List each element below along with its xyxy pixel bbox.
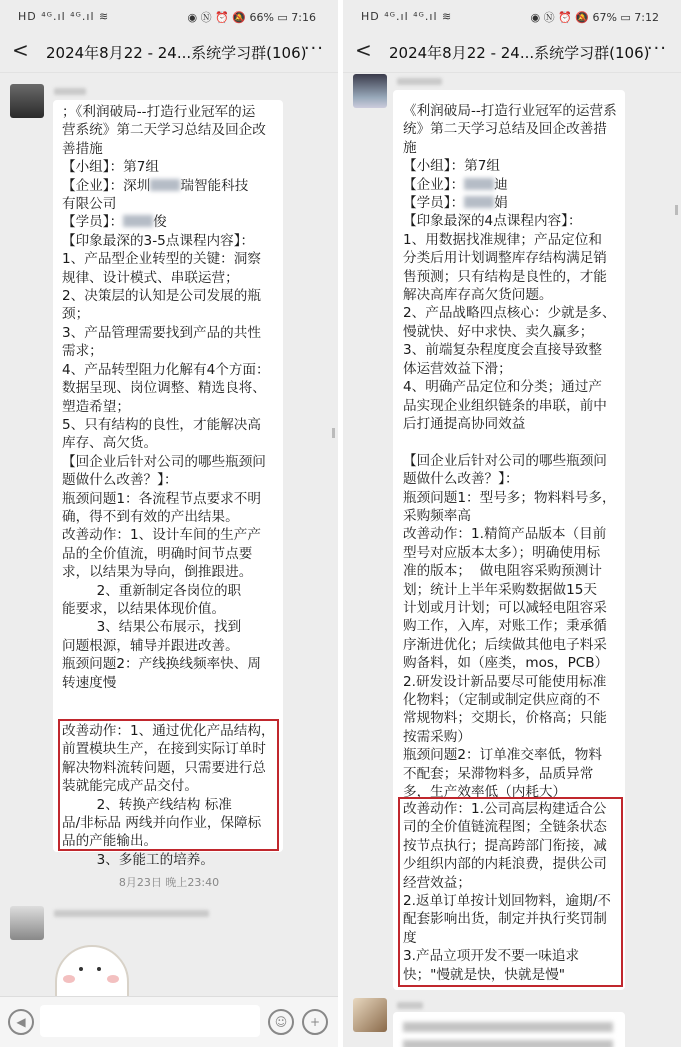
text-line: 品的全价值流，明确时间节点要 <box>62 545 253 562</box>
more-icon[interactable]: ··· <box>646 38 667 59</box>
text-line: 转速度慢 <box>62 674 117 691</box>
text-line: 【回企业后针对公司的哪些瓶颈问 <box>62 453 266 470</box>
text-line: 【回企业后针对公司的哪些瓶颈问 <box>403 452 607 469</box>
text-line: 改善动作：1.公司高层构建适合公 <box>403 801 607 817</box>
text-line: 确，得不到有效的产出结果。 <box>62 508 239 525</box>
text-line: 配套影响出货，制定并执行奖罚制 <box>403 911 607 928</box>
back-icon[interactable]: < <box>355 38 372 62</box>
text-line: 装就能完成产品交付。 <box>62 778 198 795</box>
line-text: 【学员】： <box>403 195 465 212</box>
text-line: 分类后用计划调整库存结构满足销 <box>403 250 607 267</box>
text-line: 瓶颈问题1：型号多；物料料号多， <box>403 489 616 506</box>
plus-icon[interactable]: + <box>302 1009 328 1035</box>
text-line: 1、用数据找准规律；产品定位和 <box>403 231 602 248</box>
text-line: 题做什么改善？】： <box>62 472 178 489</box>
text-line: 4、产品转型阻力化解有4个方面： <box>62 361 270 378</box>
avatar[interactable] <box>10 906 44 940</box>
text-line: 序渐进优化；后续做其他电子料采 <box>403 636 607 653</box>
highlighted-text <box>62 722 275 869</box>
text-line: 改善动作：1、设计车间的生产产 <box>62 527 261 544</box>
text-line: 后打通提高协同效益 <box>403 415 526 432</box>
right-chat-screen <box>343 0 681 1047</box>
blurred-text <box>403 1040 613 1047</box>
text-line: 度 <box>403 929 417 946</box>
text-line: 2、决策层的认知是公司发展的瓶 <box>62 288 261 305</box>
status-bar <box>343 0 681 32</box>
text-line: 品/非标品 两线并向作业，保障标 <box>62 815 262 832</box>
text-line: 能要求，以结果体现价值。 <box>62 600 226 617</box>
redacted-name <box>150 179 180 191</box>
sender-name-blurred <box>397 78 442 85</box>
avatar[interactable] <box>353 998 387 1032</box>
chat-title: 2024年8月22 - 24...系统学习群(106) <box>46 44 307 62</box>
text-line: 2.返单订单按计划回物料，逾期/不 <box>403 893 611 910</box>
text-line: 2、产品战略四点核心：少就是多、 <box>403 305 616 322</box>
text-line: 2.研发设计新品要尽可能使用标准 <box>403 673 607 690</box>
sender-name-blurred <box>54 88 86 95</box>
sender-name-blurred <box>54 910 209 917</box>
message-input[interactable] <box>40 1005 260 1037</box>
status-right: ◉ Ⓝ ⏰ 🔕 67% ▭ 7:12 <box>530 11 659 24</box>
text-line: 求，以结果为导向，倒推跟进。 <box>62 564 253 581</box>
text-line: 按需采购） <box>403 728 471 745</box>
redacted-name <box>464 178 494 190</box>
line-text: 【学员】： <box>62 214 124 231</box>
message-bubble[interactable] <box>53 100 283 868</box>
text-line: 【印象最深的3-5点课程内容】： <box>62 232 255 249</box>
text-line: 3、前端复杂程度度会直接导致整 <box>403 342 602 359</box>
text-line: 前置模块生产，在接到实际订单时 <box>62 741 266 758</box>
left-chat-screen <box>0 0 338 1047</box>
text-line: 品的产能输出。 <box>62 833 158 850</box>
text-line: 解决物料流转问题，只需要进行总 <box>62 759 266 776</box>
text-line <box>62 213 270 231</box>
line-text: 娟 <box>494 195 508 212</box>
text-line: 3、多能工的培养。 <box>62 851 214 868</box>
sender-name-blurred <box>397 1002 423 1009</box>
line-text: 【企业】：深圳 <box>62 177 151 194</box>
text-line: 问题根源，辅导并跟进改善。 <box>62 637 239 654</box>
chat-title: 2024年8月22 - 24...系统学习群(106) <box>389 44 650 62</box>
text-line: 需求； <box>62 343 103 360</box>
avatar[interactable] <box>353 74 387 108</box>
blurred-text <box>403 1022 613 1032</box>
text-line <box>403 433 617 451</box>
text-line: 常规物料；交期长，价格高；只能 <box>403 710 607 727</box>
text-line <box>403 176 617 194</box>
text-line: 按节点执行；提高跨部门衔接，减 <box>403 837 607 854</box>
text-line: 【小组】：第7组 <box>403 158 501 175</box>
text-line: 库存、高欠货。 <box>62 435 158 452</box>
text-line: 司的全价值链流程图；全链条状态 <box>403 819 607 836</box>
text-line: 售预测；只有结构是良性的，才能 <box>403 268 607 285</box>
text-line: ；《利润破局--打造行业冠军的运 <box>62 104 256 120</box>
text-line: 数据呈现、岗位调整、精选良将、 <box>62 380 266 397</box>
text-line: 改善动作：1.精简产品版本（目前 <box>403 526 607 543</box>
redacted-name <box>123 215 153 227</box>
scrollbar[interactable] <box>675 205 678 215</box>
text-line: 3、结果公布展示，找到 <box>62 619 242 636</box>
text-line: 购备料，如（座类，mos，PCB） <box>403 655 609 672</box>
message-bubble[interactable] <box>393 1012 625 1047</box>
text-line: 【印象最深的4点课程内容】： <box>403 213 582 230</box>
text-line: 采购频率高 <box>403 507 471 524</box>
text-line: 统》第二天学习总结及回企改善措 <box>403 121 607 138</box>
back-icon[interactable]: < <box>12 38 29 62</box>
text-line: 瓶颈问题2：订单准交率低，物料 <box>403 747 602 764</box>
line-text: 瑞智能科技 <box>180 177 249 194</box>
message-text <box>403 102 617 801</box>
more-icon[interactable]: ··· <box>303 38 324 59</box>
signal-indicators: HD ⁴ᴳ.ıl ⁴ᴳ.ıl ≋ <box>361 10 453 23</box>
text-line: 塑造希望； <box>62 398 130 415</box>
text-line: 瓶颈问题2：产线换线频率快、周 <box>62 656 261 673</box>
text-line: 多，生产效率低（内耗大） <box>403 784 567 801</box>
line-text: 迪 <box>494 176 508 193</box>
message-bubble[interactable] <box>393 90 625 990</box>
message-text <box>62 103 270 692</box>
text-line: 快；"慢就是快，快就是慢" <box>403 966 566 983</box>
text-line: 慢就快、好中求快、卖久赢多； <box>403 323 594 340</box>
text-line: 【小组】：第7组 <box>62 159 160 176</box>
text-line: 有限公司 <box>62 196 117 213</box>
text-line: 经营效益； <box>403 874 471 891</box>
chat-header <box>0 32 338 73</box>
text-line: 型号对应版本太多）；明确使用标 <box>403 544 601 561</box>
status-bar <box>0 0 338 32</box>
chat-header <box>343 32 681 73</box>
text-line: 1、产品型企业转型的关键：洞察 <box>62 251 261 268</box>
text-line: 改善动作：1、通过优化产品结构， <box>62 723 275 739</box>
text-line: 5、只有结构的良性，才能解决高 <box>62 416 261 433</box>
text-line: 营系统》第二天学习总结及回企改 <box>62 122 266 139</box>
voice-icon[interactable]: ◀ <box>8 1009 34 1035</box>
avatar[interactable] <box>10 84 44 118</box>
redacted-name <box>464 196 494 208</box>
text-line <box>403 194 617 212</box>
text-line: 体运营效益下滑； <box>403 360 512 377</box>
scrollbar[interactable] <box>332 428 335 438</box>
text-line: 3、产品管理需要找到产品的共性 <box>62 324 261 341</box>
text-line: 题做什么改善？】： <box>403 471 519 488</box>
text-line: 化物料；（定制或制定供应商的不 <box>403 691 601 708</box>
text-line: 划；统计上半年采购数据做15天 <box>403 581 598 598</box>
highlight-box <box>58 719 279 868</box>
line-text: 【企业】： <box>403 176 465 193</box>
highlighted-text <box>403 800 611 984</box>
text-line: 2、转换产线结构 标准 <box>62 796 232 813</box>
status-right: ◉ Ⓝ ⏰ 🔕 66% ▭ 7:16 <box>187 11 316 24</box>
text-line: 4、明确产品定位和分类；通过产 <box>403 379 602 396</box>
highlight-box <box>398 797 623 987</box>
text-line: 计划或月计划；可以减轻电阻容采 <box>403 599 607 616</box>
text-line: 规律、设计模式、串联运营； <box>62 269 239 286</box>
text-line: 颈； <box>62 306 90 323</box>
text-line: 《利润破局--打造行业冠军的运营系 <box>403 103 617 119</box>
signal-indicators: HD ⁴ᴳ.ıl ⁴ᴳ.ıl ≋ <box>18 10 110 23</box>
text-line: 准的版本； 做电阻容采购预测计 <box>403 563 602 580</box>
text-line: 瓶颈问题1：各流程节点要求不明 <box>62 490 261 507</box>
text-line: 不配套；呆滞物料多，品质异常 <box>403 765 594 782</box>
text-line: 解决高库存高欠货问题。 <box>403 287 553 304</box>
timestamp: 8月23日 晚上23:40 <box>118 876 220 889</box>
text-line: 购工作，入库，对账工作；秉承循 <box>403 618 607 635</box>
emoji-icon[interactable]: ☺ <box>268 1009 294 1035</box>
text-line: 2、重新制定各岗位的职 <box>62 582 242 599</box>
text-line <box>62 177 270 195</box>
text-line: 少组织内部的内耗浪费，提供公司 <box>403 856 607 873</box>
text-line: 品实现企业组织链条的串联，前中 <box>403 397 607 414</box>
text-line: 3.产品立项开发不要一味追求 <box>403 948 580 965</box>
text-line: 施 <box>403 139 417 156</box>
text-line: 善措施 <box>62 140 103 157</box>
input-bar <box>0 996 338 1047</box>
line-text: 俊 <box>153 214 167 231</box>
